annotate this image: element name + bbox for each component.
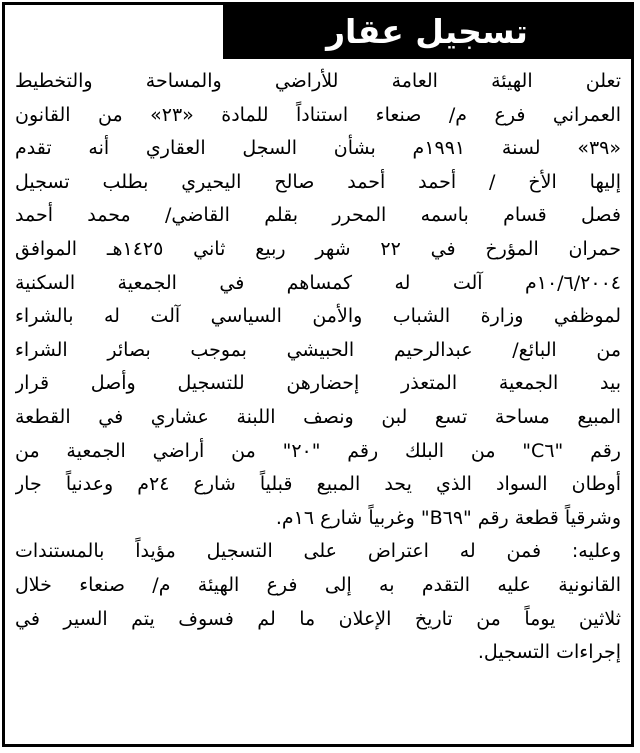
body-line-8: لموظفي وزارة الشباب والأمن السياسي آلت له بالشراء <box>15 305 621 328</box>
body-line-18: إجراءات التسجيل. <box>477 641 621 664</box>
body-line-12: رقم "C٦" من البلك رقم "٢٠" من أراضي الجمعية من <box>15 439 621 462</box>
body-line-6: حمران المؤرخ في ٢٢ شهر ربيع ثاني ١٤٢٥هـ الموافق <box>15 237 621 260</box>
notice-header <box>5 5 631 59</box>
notice-body <box>15 65 621 670</box>
body-line-16: القانونية عليه التقدم به إلى فرع الهيئة م/ صنعاء خلال <box>15 573 621 596</box>
body-line-3: «٣٩» لسنة ١٩٩١م بشأن السجل العقاري أنه تقدم <box>15 137 621 160</box>
body-line-17: ثلاثين يوماً من تاريخ الإعلان ما لم فسوف يتم السير في <box>15 607 621 630</box>
body-line-9: من البائع/ عبدالرحيم الحبيشي بموجب بصائر الشراء <box>15 338 621 361</box>
body-line-7: ١٠/٦/٢٠٠٤م آلت له كمساهم في الجمعية السكنية <box>15 271 621 294</box>
body-line-11: المبيع مساحة تسع لبن ونصف اللبنة عشاري في القطعة <box>15 405 621 428</box>
body-line-13: أوطان السواد الذي يحد المبيع قبلياً شارع ٢٤م وعدنياً جار <box>15 473 621 496</box>
body-line-5: فصل قسام باسمه المحرر بقلم القاضي/ محمد أحمد <box>15 204 621 227</box>
body-line-4: إليها الأخ / أحمد أحمد صالح اليحيري بطلب تسجيل <box>15 170 621 193</box>
notice-title: تسجيل عقار <box>223 5 631 59</box>
notice-box <box>2 2 634 747</box>
body-line-10: بيد الجمعية المتعذر إحضارهن للتسجيل وأصل قرار <box>15 372 621 395</box>
body-line-14: وشرقياً قطعة رقم "B٦٩" وغربياً شارع ١٦م. <box>275 506 621 529</box>
body-line-15: وعليه: فمن له اعتراض على التسجيل مؤيداً بالمستندات <box>15 540 621 563</box>
body-line-2: العمراني فرع م/ صنعاء استناداً للمادة «٢٣» من القانون <box>15 103 621 126</box>
body-line-1: تعلن الهيئة العامة للأراضي والمساحة والتخطيط <box>15 70 621 92</box>
